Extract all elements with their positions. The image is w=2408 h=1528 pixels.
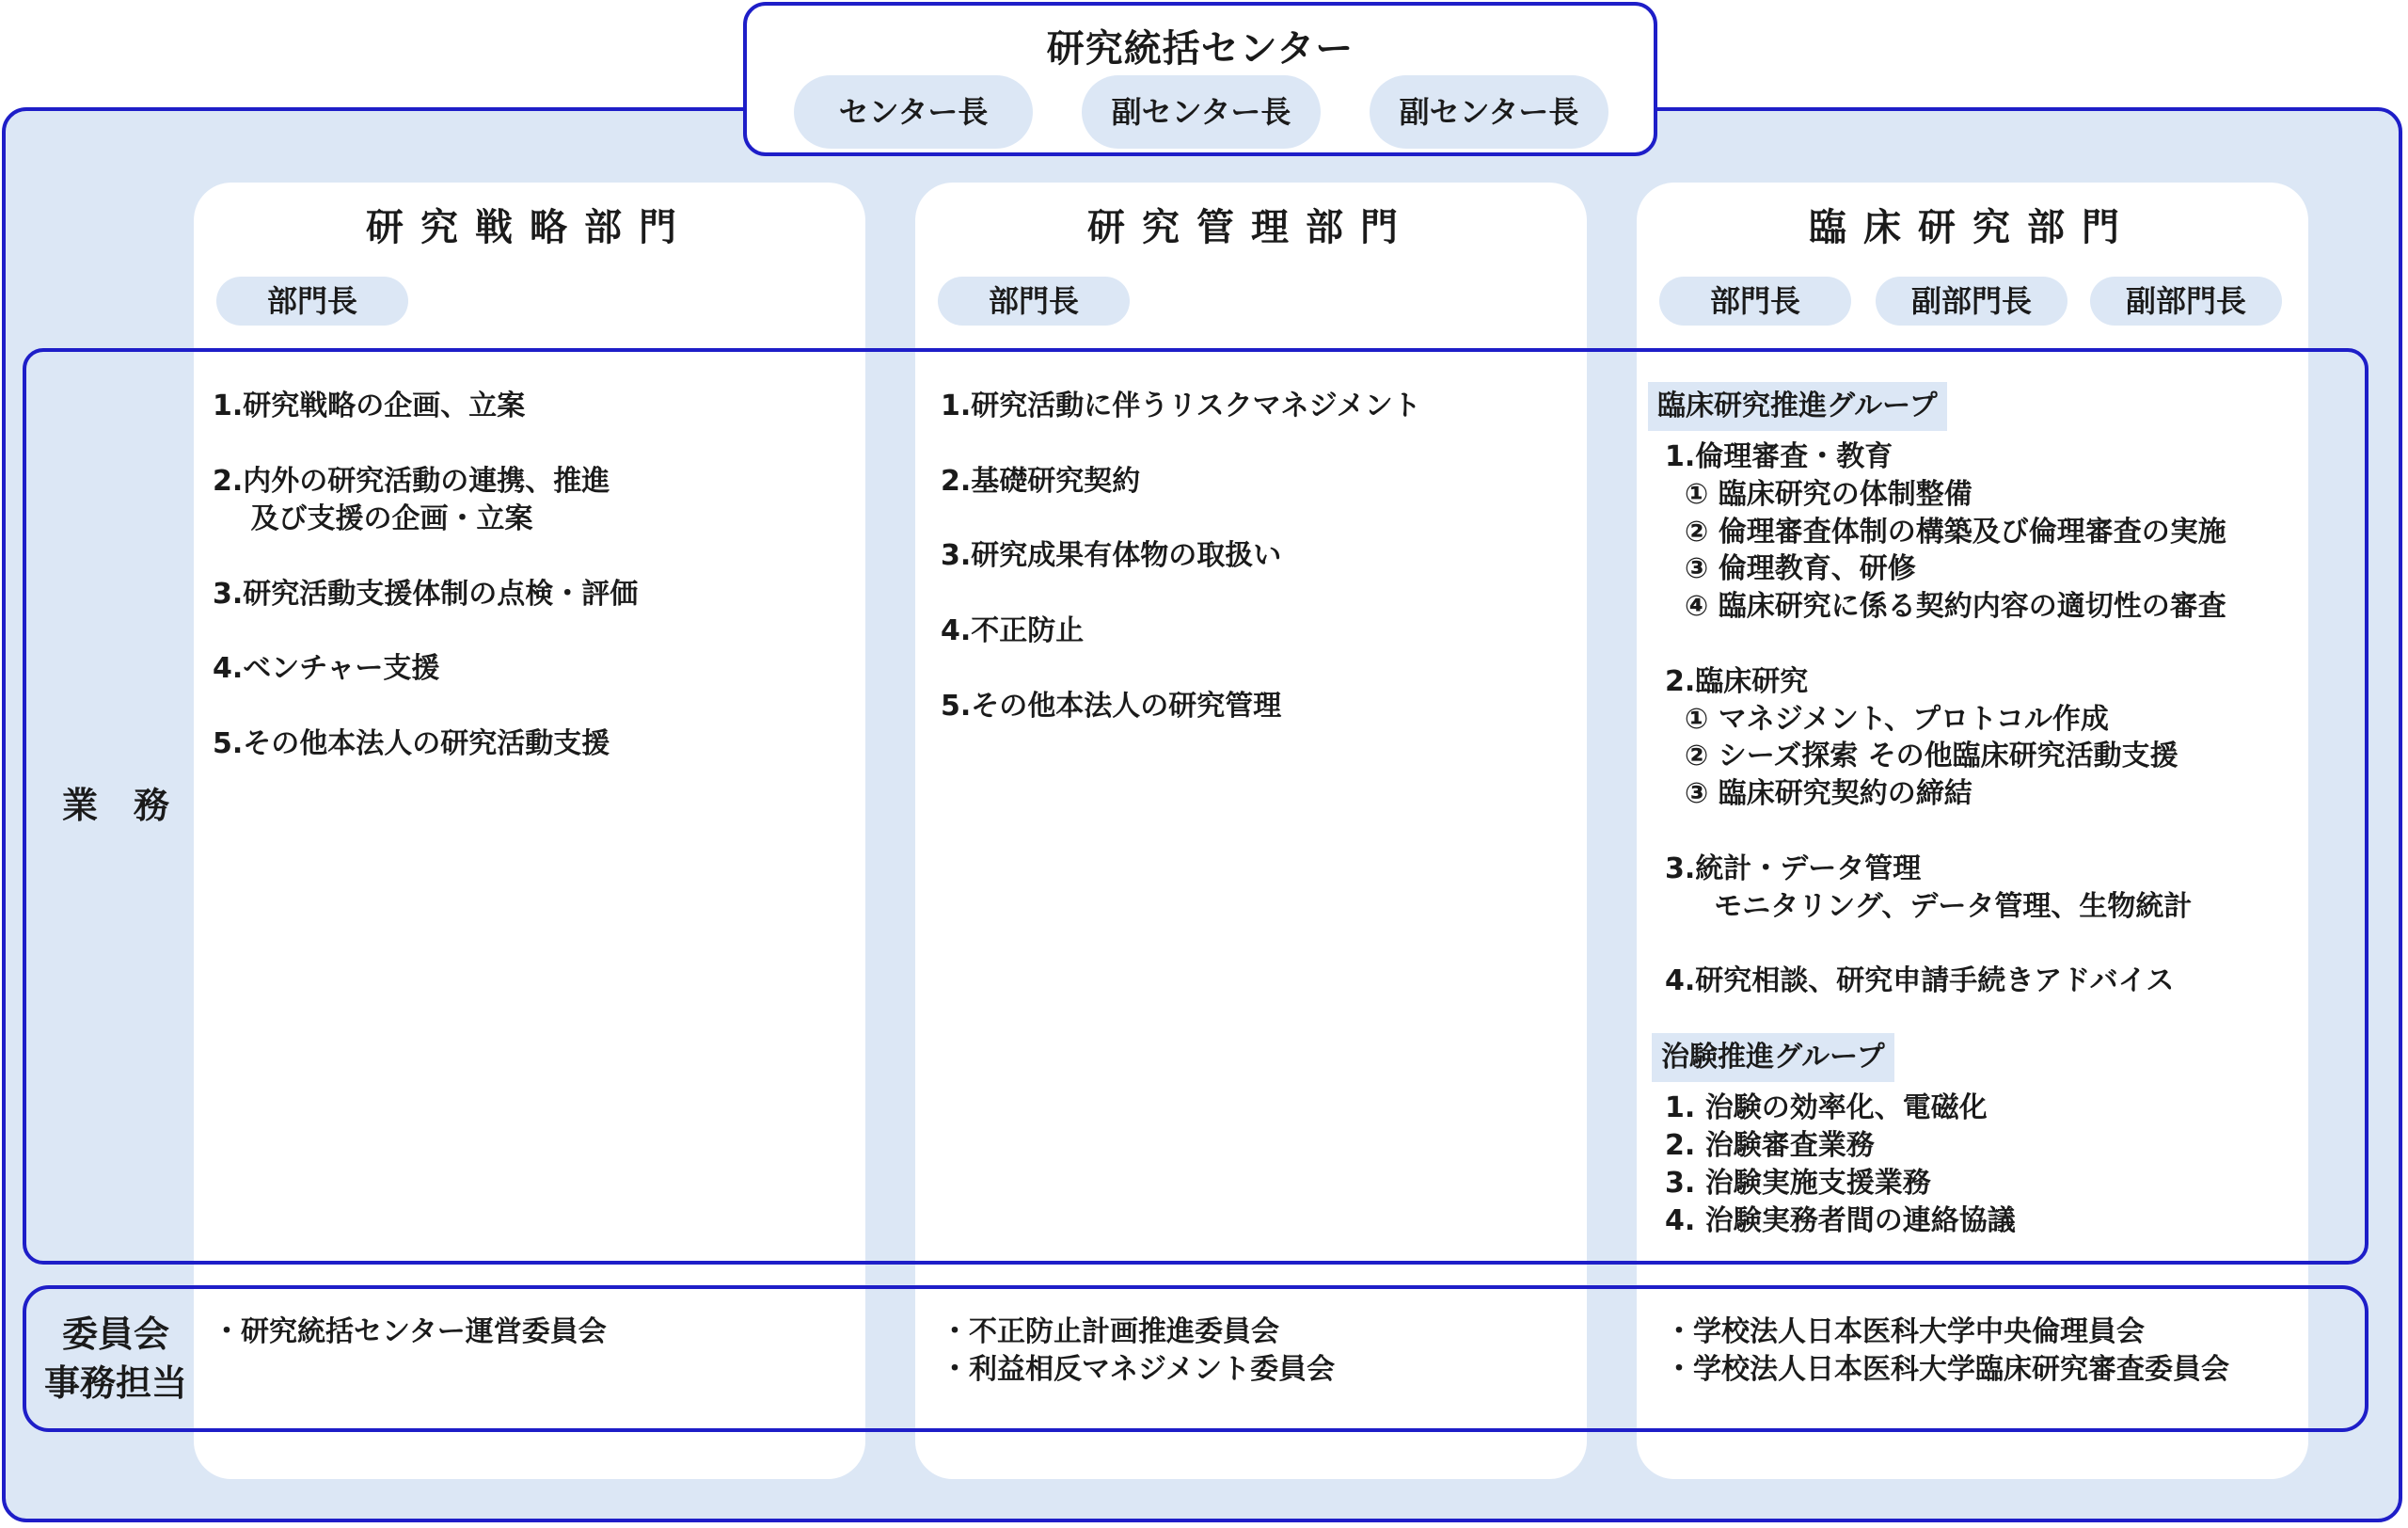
group-tag: 臨床研究推進グループ [1648, 382, 1947, 431]
duty-item: モニタリング、データ管理、生物統計 [1665, 890, 2193, 923]
duty-item: ④ 臨床研究に係る契約内容の適切性の審査 [1665, 590, 2226, 623]
role-pill: 部門長 [938, 277, 1130, 326]
duty-item: ① 臨床研究の体制整備 [1665, 478, 1972, 511]
duty-item: 4. 治験実務者間の連絡協議 [1665, 1204, 2016, 1237]
dept-title: 研究管理部門 [1087, 206, 1415, 249]
group-tag: 治験推進グループ [1652, 1033, 1894, 1082]
duty-item: 及び支援の企画・立案 [213, 502, 533, 535]
duty-item: 2.内外の研究活動の連携、推進 [213, 465, 610, 498]
role-pill: 副センター長 [1082, 75, 1321, 149]
duty-item: ③ 臨床研究契約の締結 [1665, 777, 1972, 810]
dept-title: 研究戦略部門 [366, 206, 693, 249]
duty-item: 3.統計・データ管理 [1665, 852, 1922, 885]
committee-item: ・研究統括センター運営委員会 [213, 1315, 607, 1348]
committee-item: ・不正防止計画推進委員会 [941, 1315, 1279, 1348]
duty-item: 1.研究戦略の企画、立案 [213, 390, 526, 422]
duty-item: 2.臨床研究 [1665, 665, 1809, 698]
duty-item: 1. 治験の効率化、電磁化 [1665, 1091, 1988, 1124]
role-pill: 部門長 [216, 277, 408, 326]
committee-label-line: 委員会 [61, 1313, 169, 1355]
center-header [743, 2, 1657, 156]
dept-title: 臨床研究部門 [1809, 206, 2136, 249]
duty-item: 4.研究相談、研究申請手続きアドバイス [1665, 964, 2175, 997]
duty-item: 2. 治験審査業務 [1665, 1129, 1875, 1162]
duty-item: 5.その他本法人の研究活動支援 [213, 727, 610, 760]
center-title: 研究統括センター [1046, 27, 1354, 71]
duty-item: 3.研究成果有体物の取扱い [941, 539, 1282, 572]
duty-item: 3.研究活動支援体制の点検・評価 [213, 578, 639, 611]
duty-item: ② 倫理審査体制の構築及び倫理審査の実施 [1665, 516, 2226, 549]
committee-label [28, 1310, 203, 1408]
duty-item: 4.不正防止 [941, 614, 1085, 647]
committee-item: ・利益相反マネジメント委員会 [941, 1353, 1336, 1386]
role-pill: 副センター長 [1370, 75, 1608, 149]
committee-item: ・学校法人日本医科大学臨床研究審査委員会 [1665, 1353, 2229, 1386]
committee-label-line: 事務担当 [43, 1362, 187, 1404]
committee-item: ・学校法人日本医科大学中央倫理員会 [1665, 1315, 2145, 1348]
duty-item: 1.研究活動に伴うリスクマネジメント [941, 390, 1421, 422]
duty-item: ③ 倫理教育、研修 [1665, 552, 1916, 585]
role-pill: 部門長 [1659, 277, 1851, 326]
operations-label: 業 務 [61, 785, 169, 826]
duty-item: 5.その他本法人の研究管理 [941, 690, 1282, 723]
duty-item: 1.倫理審査・教育 [1665, 440, 1893, 473]
duty-item: 3. 治験実施支援業務 [1665, 1167, 1931, 1200]
duty-item: ② シーズ探索 その他臨床研究活動支援 [1665, 740, 2178, 772]
duty-item: 4.ベンチャー支援 [213, 652, 440, 685]
duty-item: ① マネジメント、プロトコル作成 [1665, 703, 2109, 736]
role-pill: 副部門長 [1876, 277, 2067, 326]
duty-item: 2.基礎研究契約 [941, 465, 1141, 498]
role-pill: 副部門長 [2090, 277, 2282, 326]
role-pill: センター長 [794, 75, 1033, 149]
